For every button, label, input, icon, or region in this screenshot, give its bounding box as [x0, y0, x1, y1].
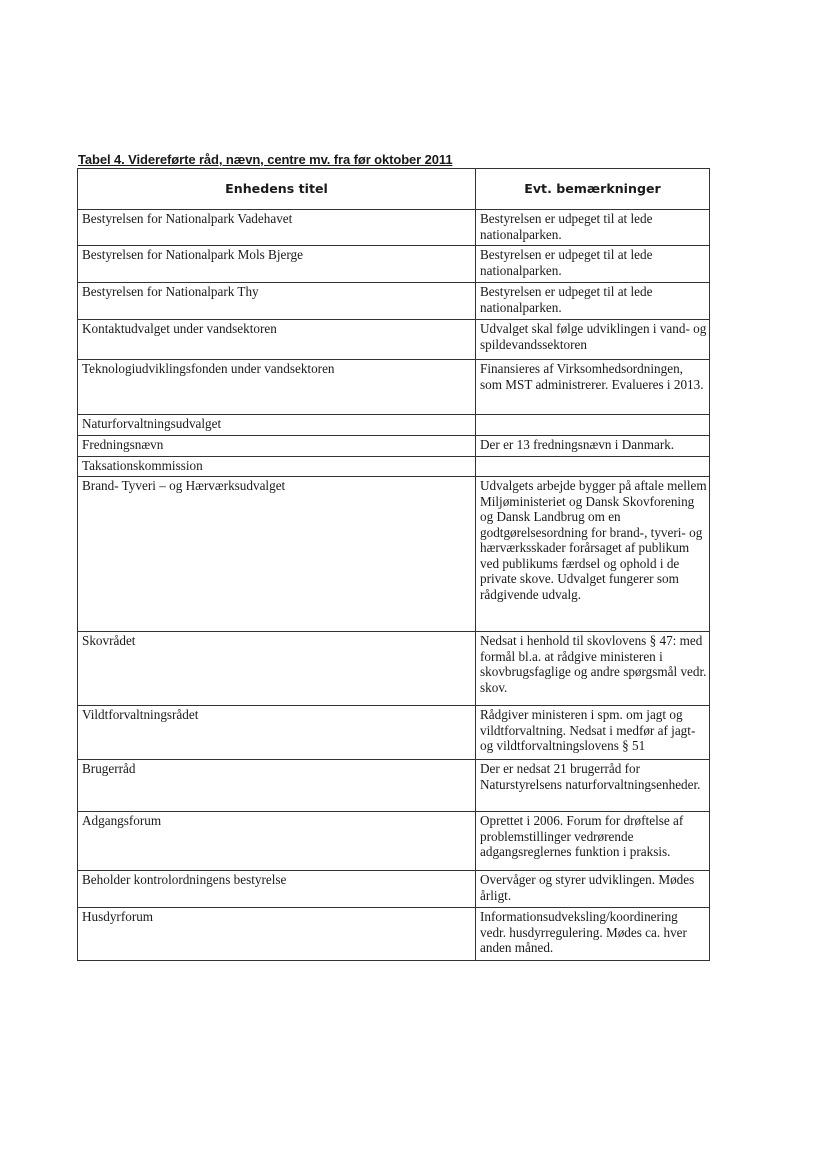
cell-remarks: Der er 13 fredningsnævn i Danmark.: [476, 436, 710, 457]
cell-remarks: Bestyrelsen er udpeget til at lede nationalparken.: [476, 246, 710, 283]
cell-title: Bestyrelsen for Nationalpark Mols Bjerge: [78, 246, 476, 283]
cell-title: Husdyrforum: [78, 908, 476, 961]
table-row: [78, 908, 710, 961]
cell-title: Adgangsforum: [78, 812, 476, 871]
cell-remarks: Bestyrelsen er udpeget til at lede nationalparken.: [476, 210, 710, 246]
table-row: [78, 246, 710, 283]
table-row: [78, 415, 710, 436]
councils-table: [77, 168, 710, 961]
table-row: [78, 760, 710, 812]
cell-remarks: [476, 415, 710, 436]
cell-title: Fredningsnævn: [78, 436, 476, 457]
table-row: [78, 477, 710, 632]
cell-title: Brugerråd: [78, 760, 476, 812]
cell-title: Bestyrelsen for Nationalpark Thy: [78, 283, 476, 320]
table-row: [78, 812, 710, 871]
column-header-title: Enhedens titel: [78, 169, 476, 210]
cell-title: Brand- Tyveri – og Hærværksudvalget: [78, 477, 476, 632]
cell-title: Kontaktudvalget under vandsektoren: [78, 320, 476, 360]
table-header-row: [78, 169, 710, 210]
cell-remarks: Rådgiver ministeren i spm. om jagt og vildtforvaltning. Nedsat i medfør af jagt- og vildtforvaltningslovens § 51: [476, 706, 710, 760]
table-row: [78, 457, 710, 477]
cell-title: Taksationskommission: [78, 457, 476, 477]
cell-remarks: Udvalgets arbejde bygger på aftale mellem Miljøministeriet og Dansk Skovforening og Dansk Landbrug om en godtgørelsesordning for brand-, tyveri- og hærværksskader forårsaget af publikum ved publikums færdsel og ophold i de private skove. Udvalget fungerer som rådgivende udvalg.: [476, 477, 710, 632]
table-row: [78, 436, 710, 457]
table-row: [78, 706, 710, 760]
cell-remarks: Der er nedsat 21 brugerråd for Naturstyrelsens naturforvaltningsenheder.: [476, 760, 710, 812]
cell-title: Skovrådet: [78, 632, 476, 706]
column-header-remarks: Evt. bemærkninger: [476, 169, 710, 210]
table-row: [78, 210, 710, 246]
cell-remarks: Finansieres af Virksomhedsordningen, som MST administrerer. Evalueres i 2013.: [476, 360, 710, 415]
cell-title: Teknologiudviklingsfonden under vandsektoren: [78, 360, 476, 415]
table-row: [78, 320, 710, 360]
cell-title: Naturforvaltningsudvalget: [78, 415, 476, 436]
table-caption: Tabel 4. Videreførte råd, nævn, centre mv. fra før oktober 2011: [78, 152, 453, 167]
table-row: [78, 283, 710, 320]
cell-remarks: Udvalget skal følge udviklingen i vand- og spildevandssektoren: [476, 320, 710, 360]
cell-remarks: Bestyrelsen er udpeget til at lede nationalparken.: [476, 283, 710, 320]
table-row: [78, 871, 710, 908]
table-row: [78, 360, 710, 415]
cell-title: Bestyrelsen for Nationalpark Vadehavet: [78, 210, 476, 246]
cell-remarks: Nedsat i henhold til skovlovens § 47: med formål bl.a. at rådgive ministeren i skovbrugsfaglige og andre spørgsmål vedr. skov.: [476, 632, 710, 706]
cell-title: Vildtforvaltningsrådet: [78, 706, 476, 760]
cell-title: Beholder kontrolordningens bestyrelse: [78, 871, 476, 908]
cell-remarks: [476, 457, 710, 477]
cell-remarks: Informationsudveksling/koordinering vedr. husdyrregulering. Mødes ca. hver anden måned.: [476, 908, 710, 961]
cell-remarks: Oprettet i 2006. Forum for drøftelse af problemstillinger vedrørende adgangsreglernes funktion i praksis.: [476, 812, 710, 871]
cell-remarks: Overvåger og styrer udviklingen. Mødes årligt.: [476, 871, 710, 908]
table-row: [78, 632, 710, 706]
